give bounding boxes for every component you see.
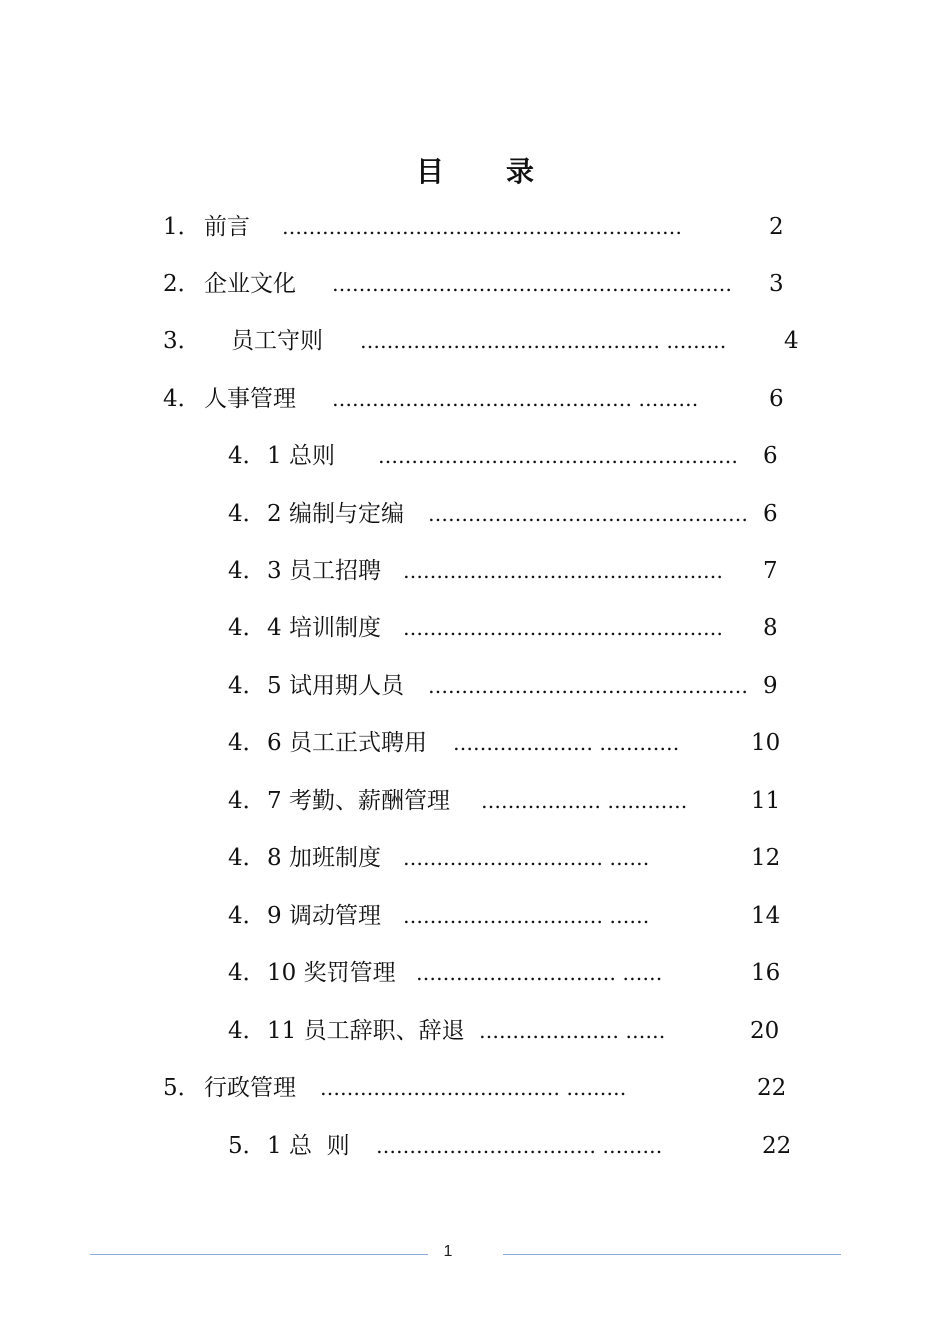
toc-entry-label: 2 编制与定编 <box>267 501 404 527</box>
toc-entry-page: 22 <box>762 1133 792 1159</box>
toc-entry[interactable] <box>0 1068 950 1108</box>
toc-entry-number: 5． <box>228 1133 266 1159</box>
toc-entry[interactable] <box>0 608 950 648</box>
toc-entry-number: 1． <box>163 214 201 240</box>
toc-entry-label: 行政管理 <box>204 1075 296 1101</box>
toc-entry-page: 12 <box>751 845 781 871</box>
toc-leader-dots: ………………………………………… <box>428 674 748 698</box>
toc-leader-dots: ………………… ………… <box>453 731 680 755</box>
toc-entry[interactable] <box>0 723 950 763</box>
toc-title-char-2: 录 <box>506 155 535 188</box>
toc-entry[interactable] <box>0 781 950 821</box>
toc-entry-number: 5． <box>163 1075 201 1101</box>
toc-entry-label: 员工守则 <box>231 328 323 354</box>
toc-leader-dots: ………………………… …… <box>403 904 650 928</box>
toc-entry-number: 4． <box>228 845 266 871</box>
footer-rule-left <box>90 1254 428 1255</box>
toc-entry-page: 3 <box>769 271 784 297</box>
toc-entry-page: 6 <box>763 501 778 527</box>
toc-entry-page: 20 <box>750 1018 780 1044</box>
toc-entry-page: 14 <box>751 903 781 929</box>
toc-entry-label: 10 奖罚管理 <box>267 960 396 986</box>
toc-entry-page: 10 <box>751 730 781 756</box>
toc-title <box>0 150 950 190</box>
toc-entry[interactable] <box>0 436 950 476</box>
toc-entry-label: 9 调动管理 <box>267 903 381 929</box>
toc-entry[interactable] <box>0 953 950 993</box>
footer-rule-right <box>503 1254 841 1255</box>
toc-leader-dots: …………………………… ……… <box>376 1134 663 1158</box>
toc-entry-label: 1 总 则 <box>267 1133 350 1159</box>
toc-entry-page: 8 <box>763 615 778 641</box>
toc-entry[interactable] <box>0 207 950 247</box>
toc-entry[interactable] <box>0 321 950 361</box>
toc-entry-page: 11 <box>751 788 781 814</box>
toc-leader-dots: …………………………………………………… <box>282 215 682 239</box>
toc-leader-dots: ……………………………………… ……… <box>332 387 699 411</box>
toc-entry-number: 2． <box>163 271 201 297</box>
toc-leader-dots: ………………………………………… <box>403 559 723 583</box>
toc-entry-number: 4． <box>228 558 266 584</box>
toc-entry[interactable] <box>0 379 950 419</box>
toc-leader-dots: ………………………………………… <box>428 502 748 526</box>
toc-entry-number: 4． <box>228 501 266 527</box>
toc-entry-number: 4． <box>228 730 266 756</box>
toc-leader-dots: ……………………………………………… <box>378 444 738 468</box>
toc-leader-dots: ………………… …… <box>479 1019 666 1043</box>
toc-entry-page: 7 <box>763 558 778 584</box>
toc-entry-number: 4． <box>228 1018 266 1044</box>
toc-leader-dots: ………………………… …… <box>416 961 663 985</box>
toc-entry-label: 前言 <box>204 214 250 240</box>
toc-entry-page: 6 <box>769 386 784 412</box>
toc-entry-label: 5 试用期人员 <box>267 673 404 699</box>
toc-entry-number: 3． <box>163 328 201 354</box>
toc-entry-page: 6 <box>763 443 778 469</box>
toc-entry-label: 7 考勤、薪酬管理 <box>267 788 450 814</box>
toc-entry-page: 9 <box>763 673 778 699</box>
footer-page-number: 1 <box>443 1243 453 1260</box>
toc-entry[interactable] <box>0 494 950 534</box>
toc-entry-number: 4． <box>228 673 266 699</box>
toc-leader-dots: ………………………… …… <box>403 846 650 870</box>
toc-entry-page: 2 <box>769 214 784 240</box>
toc-entry[interactable] <box>0 1126 950 1166</box>
toc-entry-number: 4． <box>228 443 266 469</box>
toc-entry-label: 8 加班制度 <box>267 845 381 871</box>
toc-entry-label: 6 员工正式聘用 <box>267 730 427 756</box>
toc-entry-page: 4 <box>784 328 799 354</box>
toc-entry[interactable] <box>0 896 950 936</box>
toc-leader-dots: ……………………………… ……… <box>320 1076 627 1100</box>
toc-entry-label: 企业文化 <box>204 271 296 297</box>
toc-title-char-1: 目 <box>415 155 444 188</box>
toc-entry-label: 11 员工辞职、辞退 <box>267 1018 465 1044</box>
toc-entry[interactable] <box>0 838 950 878</box>
toc-entry-label: 3 员工招聘 <box>267 558 381 584</box>
toc-leader-dots: ………………………………………… <box>403 616 723 640</box>
toc-entry[interactable] <box>0 666 950 706</box>
toc-entry-page: 16 <box>751 960 781 986</box>
toc-entry[interactable] <box>0 264 950 304</box>
toc-leader-dots: …………………………………………………… <box>332 272 732 296</box>
toc-entry-label: 1 总则 <box>267 443 335 469</box>
toc-entry-number: 4． <box>228 788 266 814</box>
toc-entry-number: 4． <box>163 386 201 412</box>
toc-entry[interactable] <box>0 551 950 591</box>
toc-leader-dots: ……………………………………… ……… <box>360 329 727 353</box>
toc-entry-number: 4． <box>228 960 266 986</box>
toc-entry[interactable] <box>0 1011 950 1051</box>
toc-leader-dots: ……………… ………… <box>481 789 688 813</box>
toc-entry-number: 4． <box>228 903 266 929</box>
toc-entry-label: 4 培训制度 <box>267 615 381 641</box>
toc-entry-label: 人事管理 <box>204 386 296 412</box>
toc-entry-page: 22 <box>757 1075 787 1101</box>
toc-entry-number: 4． <box>228 615 266 641</box>
